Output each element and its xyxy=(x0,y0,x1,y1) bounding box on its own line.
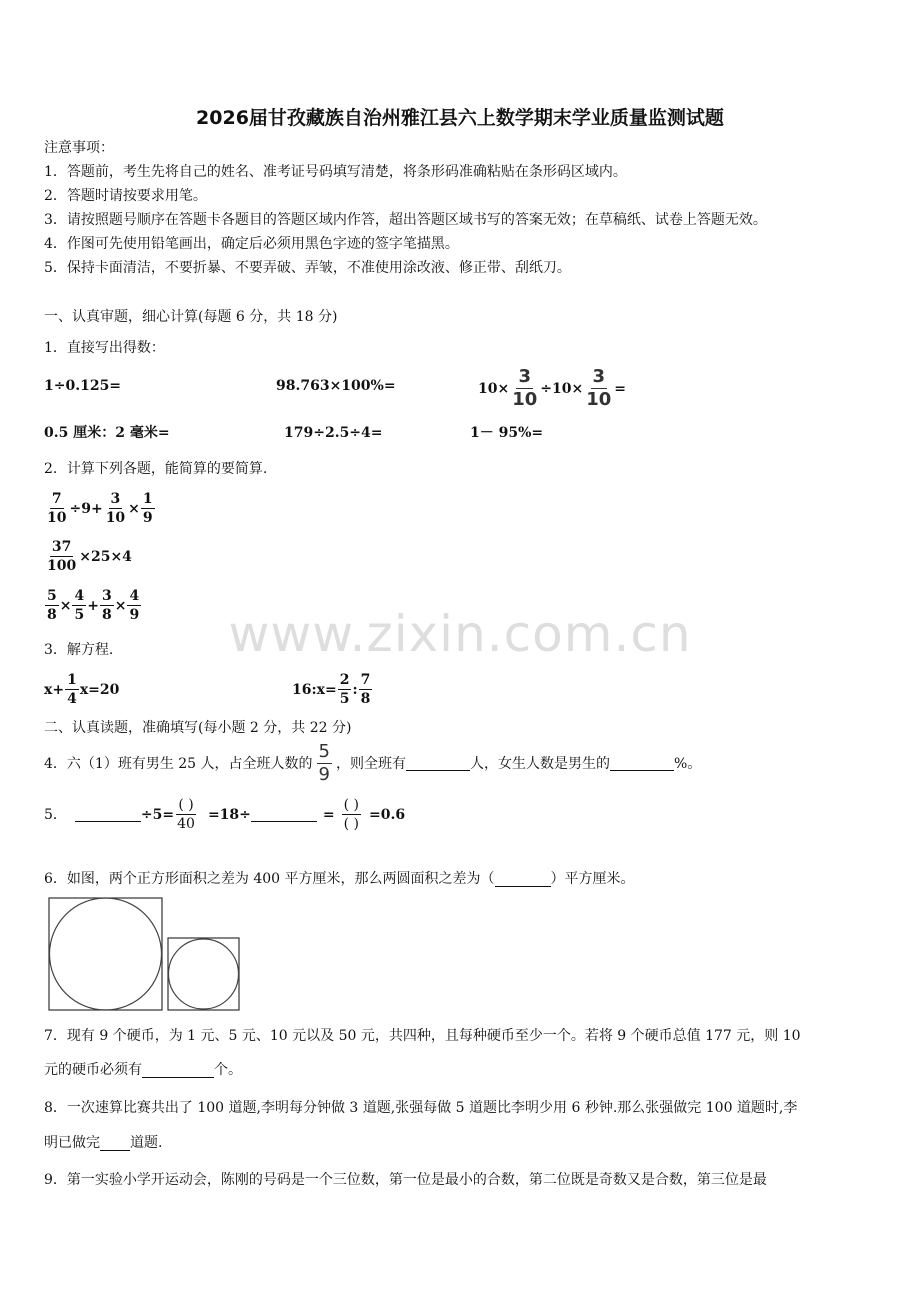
q4-text: 人，女生人数是男生的 xyxy=(469,755,610,772)
answer-blank[interactable] xyxy=(610,756,674,771)
answer-blank[interactable] xyxy=(251,807,317,822)
q7-text: 个。 xyxy=(214,1062,242,1078)
section-2-heading: 二、认真读题，准确填写(每小题 2 分，共 22 分) xyxy=(44,720,352,736)
large-circle xyxy=(50,898,162,1010)
answer-blank[interactable]: ( ) xyxy=(343,797,360,813)
notice-item: 3．请按照题号顺序在答题卡各题目的答题区域内作答，超出答题区域书写的答案无效；在草稿纸、试卷上答题无效。 xyxy=(44,212,767,228)
operator: : xyxy=(352,681,358,698)
q4-text: 4．六（1）班有男生 25 人，占全班人数的 xyxy=(44,755,313,772)
answer-blank[interactable] xyxy=(75,807,141,822)
notice-heading: 注意事项： xyxy=(44,140,114,156)
operator: ×25×4 xyxy=(79,548,132,565)
fraction: $\frac{3}{10}$ xyxy=(105,491,126,526)
fraction: $\frac{5}{8}$ xyxy=(47,588,57,623)
q1-item-f: 1－ 95%= xyxy=(470,425,544,441)
notice-item: 4．作图可先使用铅笔画出，确定后必须用黑色字迹的签字笔描黑。 xyxy=(44,236,459,252)
q1-item-b: 98.763×100%= xyxy=(276,378,396,394)
fraction: $\frac{2}{5}$ xyxy=(339,672,350,707)
fraction: $\frac{5}{9}$ xyxy=(318,741,330,785)
answer-blank[interactable] xyxy=(406,756,470,771)
fraction: $\frac{4}{9}$ xyxy=(129,588,140,623)
fraction: $\frac{( )}{40}$ xyxy=(177,797,195,832)
question-7-line-2 xyxy=(44,1061,242,1079)
q1-c-prefix: 10× xyxy=(478,380,510,397)
question-8-line-1: 8．一次速算比赛共出了 100 道题,李明每分钟做 3 道题,张强每做 5 道题比李明少用 6 秒钟.那么张强做完 100 道题时,李 xyxy=(44,1100,798,1116)
q1-item-d: 0.5 厘米：2 毫米= xyxy=(44,425,170,441)
operator: × xyxy=(59,597,72,614)
question-6 xyxy=(44,870,635,888)
operator: = xyxy=(322,806,335,823)
operator: + xyxy=(87,597,99,614)
fraction: $\frac{37}{100}$ xyxy=(47,539,77,574)
question-4 xyxy=(44,742,701,785)
page-title: 2026届甘孜藏族自治州雅江县六上数学期末学业质量监测试题 xyxy=(196,107,724,129)
fraction: $\frac{1}{4}$ xyxy=(67,672,77,707)
operator: =18÷ xyxy=(207,806,251,823)
answer-blank[interactable] xyxy=(495,872,551,887)
question-7-line-1: 7．现有 9 个硬币，为 1 元、5 元、10 元以及 50 元，共四种，且每种硬币至少一个。若将 9 个硬币总值 177 元，则 10 xyxy=(44,1028,801,1044)
question-9-line-1: 9．第一实验小学开运动会，陈刚的号码是一个三位数，第一位是最小的合数，第二位既是奇数又是合数，第三位是最 xyxy=(44,1172,767,1188)
q4-text: ，则全班有 xyxy=(335,755,406,772)
operator: x=20 xyxy=(79,681,120,698)
squares-circles-figure xyxy=(46,896,242,1012)
q2-expression-1 xyxy=(44,491,156,526)
section-1-heading: 一、认真审题，细心计算(每题 6 分，共 18 分) xyxy=(44,309,338,325)
fraction: $\frac{7}{10}$ xyxy=(47,491,67,526)
answer-blank[interactable] xyxy=(142,1063,214,1078)
answer-blank[interactable]: ( ) xyxy=(343,816,360,832)
question-1-label: 1．直接写出得数： xyxy=(44,340,165,356)
q1-item-c xyxy=(478,367,626,410)
q6-text: 6．如图，两个正方形面积之差为 400 平方厘米，那么两圆面积之差为（ xyxy=(44,871,495,887)
q6-text: ）平方厘米。 xyxy=(550,871,635,887)
notice-item: 1．答题前，考生先将自己的姓名、准考证号码填写清楚，将条形码准确粘贴在条形码区域内。 xyxy=(44,164,627,180)
notice-item: 5．保持卡面清洁，不要折暴、不要弄破、弄皱，不准使用涂改液、修正带、刮纸刀。 xyxy=(44,260,571,276)
operator: =0.6 xyxy=(369,806,406,823)
small-circle xyxy=(169,939,239,1009)
question-8-line-2 xyxy=(44,1134,162,1152)
q2-expression-3 xyxy=(44,588,142,623)
operator: ÷5= xyxy=(140,806,175,823)
fraction: $\frac{4}{5}$ xyxy=(74,588,85,623)
fraction: $\frac{7}{8}$ xyxy=(360,672,371,707)
fraction xyxy=(342,797,361,832)
q1-item-a: 1÷0.125= xyxy=(44,378,122,394)
q8-text: 明已做完 xyxy=(44,1135,100,1151)
q8-text: 道题. xyxy=(130,1135,163,1151)
fraction: $\frac{3}{8}$ xyxy=(101,588,112,623)
question-2-label: 2．计算下列各题，能简算的要简算. xyxy=(44,461,268,477)
q1-c-suffix: = xyxy=(614,380,627,397)
operator: x+ xyxy=(44,681,65,698)
operator: 16:x= xyxy=(292,681,337,698)
answer-blank[interactable] xyxy=(100,1136,130,1151)
answer-blank[interactable]: ( ) xyxy=(178,797,194,813)
question-3-label: 3．解方程. xyxy=(44,642,114,658)
operator: × xyxy=(114,597,127,614)
fraction: $\frac{1}{9}$ xyxy=(142,491,153,526)
q5-text: 5． xyxy=(44,806,67,823)
fraction: $\frac{3}{10}$ xyxy=(586,366,612,410)
q2-expression-2 xyxy=(44,539,132,574)
q3-equation-2 xyxy=(292,672,373,707)
operator: × xyxy=(128,500,140,517)
notice-item: 2．答题时请按要求用笔。 xyxy=(44,188,207,204)
watermark: www.zixin.com.cn xyxy=(228,605,692,663)
q4-text: %。 xyxy=(673,755,702,772)
q7-text: 元的硬币必须有 xyxy=(44,1062,142,1078)
fraction: $\frac{3}{10}$ xyxy=(512,366,538,410)
q1-item-e: 179÷2.5÷4= xyxy=(284,425,383,441)
q3-equation-1 xyxy=(44,672,119,707)
question-5 xyxy=(44,797,405,832)
operator: ÷9+ xyxy=(69,500,103,517)
q1-c-mid: ÷10× xyxy=(540,380,584,397)
